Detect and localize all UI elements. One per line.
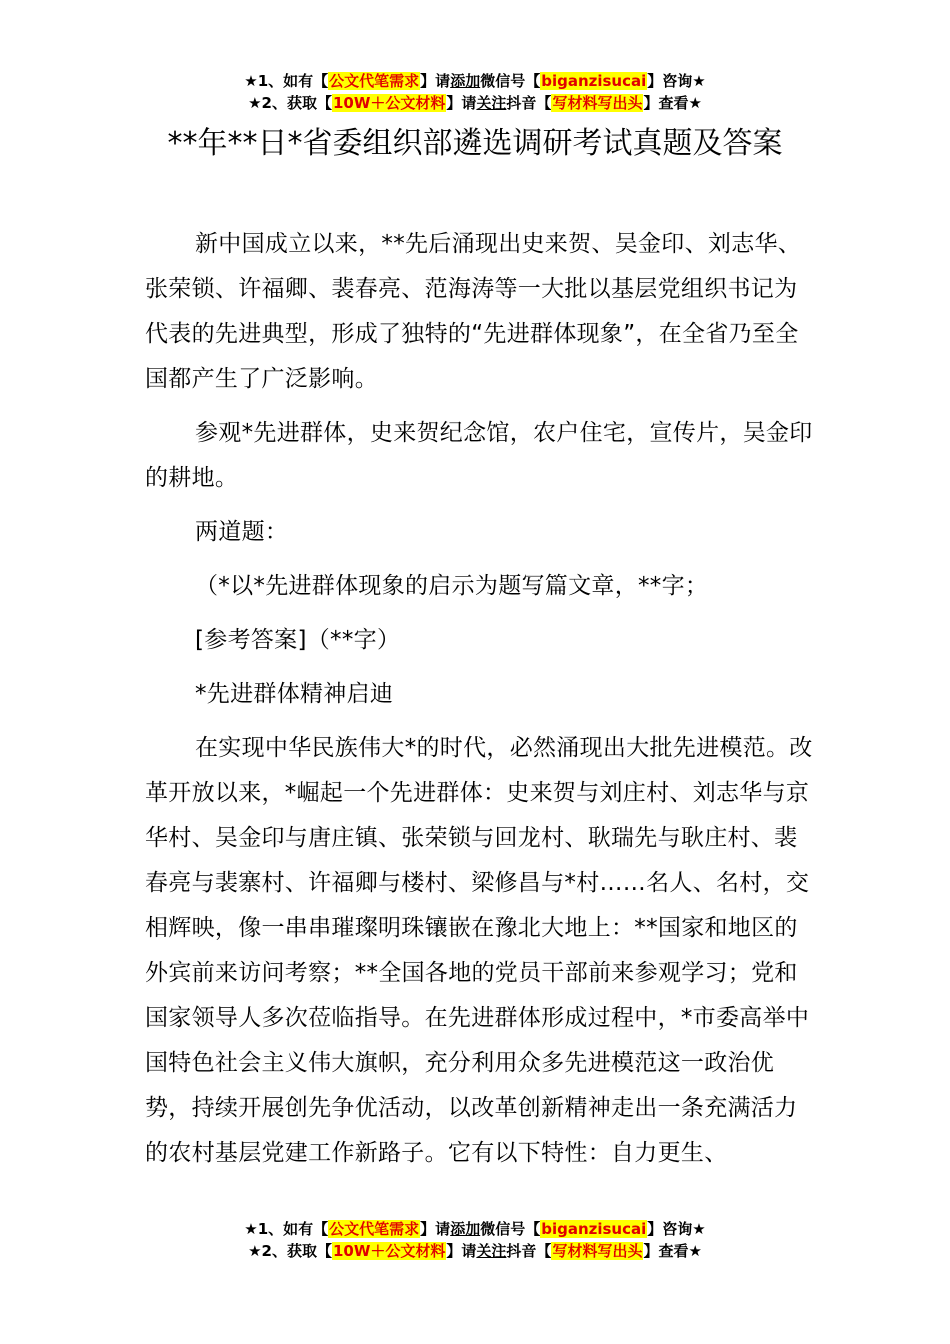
banner-text: 】咨询★ — [647, 1220, 706, 1238]
banner-text: ★2、获取【 — [248, 94, 332, 112]
paragraph: 参观*先进群体，史来贺纪念馆，农户住宅，宣传片，吴金印的耕地。 — [145, 420, 813, 491]
banner-text: ★1、如有【 — [244, 72, 329, 90]
banner-underlined-text: 关注 — [476, 1242, 507, 1260]
banner-underlined-text: 添加 — [450, 1220, 481, 1238]
header-banner-line-1 — [0, 70, 950, 92]
highlight-materials: 10W＋公文材料 — [332, 1242, 446, 1260]
banner-text: 】请 — [446, 1242, 477, 1260]
paragraph: [参考答案]（**字） — [195, 627, 401, 653]
paragraph: 两道题： — [195, 519, 289, 545]
highlight-materials: 10W＋公文材料 — [332, 94, 446, 112]
banner-text: ★2、获取【 — [248, 1242, 332, 1260]
banner-underlined-text: 添加 — [450, 72, 481, 90]
footer-banner-line-1 — [0, 1218, 950, 1240]
banner-text: 】查看★ — [643, 94, 702, 112]
banner-underlined-text: 关注 — [476, 94, 507, 112]
document-body — [145, 222, 815, 1185]
highlight-service: 公文代笔需求 — [329, 1220, 420, 1238]
banner-text: 】请 — [446, 94, 477, 112]
banner-text: 】请 — [420, 1220, 451, 1238]
header-banner-line-2 — [0, 92, 950, 114]
paragraph: 在实现中华民族伟大*的时代，必然涌现出大批先进模范。改革开放以来，*崛起一个先进群体：史来贺与刘庄村、刘志华与京华村、吴金印与唐庄镇、张荣锁与回龙村、耿瑞先与耿庄村、裴春亮与裴寨村、许福卿与楼村、梁修昌与*村……名人、名村，交相辉映，像一串串璀璨明珠镶嵌在豫北大地上：**国家和地区的外宾前来访问考察；**全国各地的党员干部前来参观学习；党和国家领导人多次莅临指导。在先进群体形成过程中，*市委高举中国特色社会主义伟大旗帜，充分利用众多先进模范这一政治优势，持续开展创先争优活动，以改革创新精神走出一条充满活力的农村基层党建工作新路子。它有以下特性：自力更生、 — [145, 735, 813, 1166]
highlight-wechat-id: biganzisucai — [541, 1220, 647, 1238]
document-title: **年**日*省委组织部遴选调研考试真题及答案 — [167, 126, 783, 161]
footer-banner-line-2 — [0, 1240, 950, 1262]
banner-text: 抖音【 — [506, 94, 552, 112]
highlight-wechat-id: biganzisucai — [541, 72, 647, 90]
banner-text: 】咨询★ — [647, 72, 706, 90]
banner-text: 】查看★ — [643, 1242, 702, 1260]
banner-text: 微信号【 — [480, 72, 541, 90]
banner-text: 】请 — [420, 72, 451, 90]
highlight-douyin-id: 写材料写出头 — [552, 1242, 643, 1260]
footer-banner — [0, 1218, 950, 1262]
banner-text: 微信号【 — [480, 1220, 541, 1238]
paragraph: （*以*先进群体现象的启示为题写篇文章，**字； — [195, 573, 709, 599]
highlight-douyin-id: 写材料写出头 — [552, 94, 643, 112]
header-banner — [0, 70, 950, 114]
highlight-service: 公文代笔需求 — [329, 72, 420, 90]
banner-text: ★1、如有【 — [244, 1220, 329, 1238]
banner-text: 抖音【 — [506, 1242, 552, 1260]
paragraph: *先进群体精神启迪 — [195, 681, 394, 707]
paragraph: 新中国成立以来，**先后涌现出史来贺、吴金印、刘志华、张荣锁、许福卿、裴春亮、范海涛等一大批以基层党组织书记为代表的先进典型，形成了独特的“先进群体现象”，在全省乃至全国都产生了广泛影响。 — [145, 231, 802, 392]
